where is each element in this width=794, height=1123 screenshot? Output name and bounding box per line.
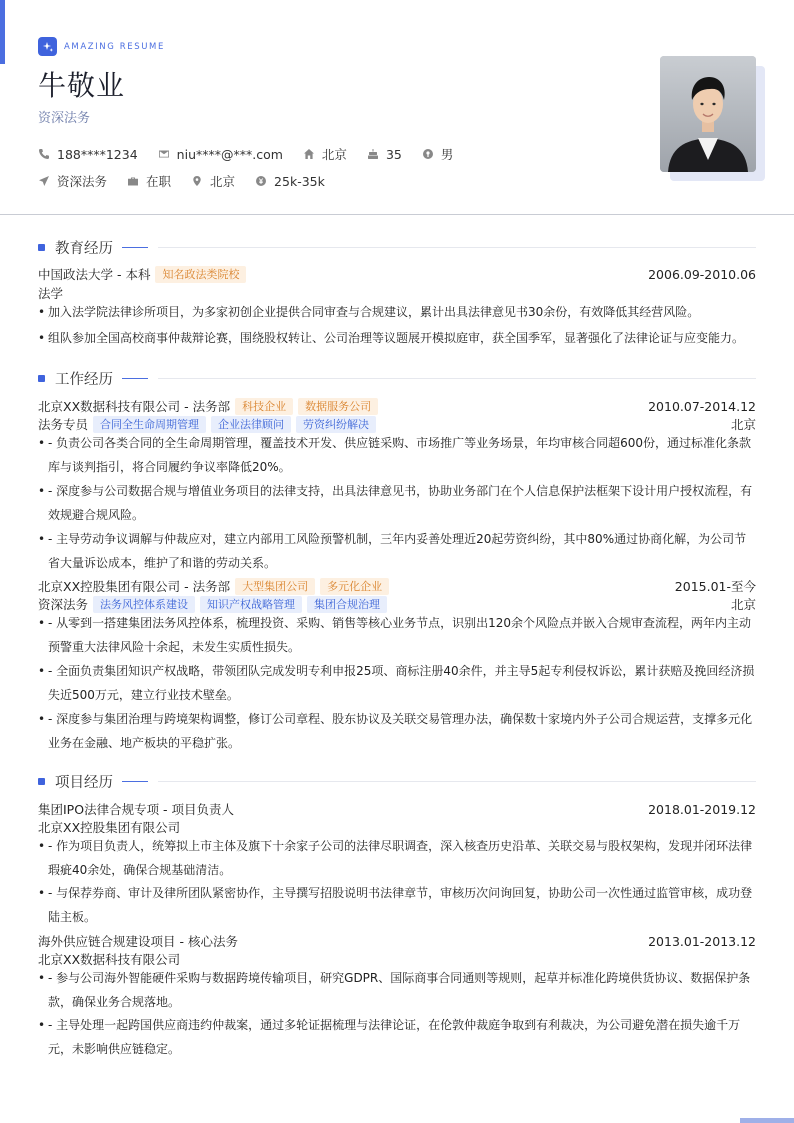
email-item — [158, 147, 283, 162]
gender-value: 男 — [440, 147, 454, 162]
section-education — [38, 239, 756, 255]
home-icon — [303, 148, 315, 160]
work-role-row — [38, 415, 756, 433]
section-rule-long — [158, 378, 756, 379]
education-dates: 2006.09-2010.06 — [648, 266, 756, 282]
section-work — [38, 370, 756, 386]
phone-item — [38, 147, 138, 162]
job-role: 法务专员 — [38, 417, 89, 432]
skill-tag: 合同全生命周期管理 — [93, 416, 206, 433]
list-item: • - 作为项目负责人，统筹拟上市主体及旗下十余家子公司的法律尽职调查，深入核查历史沿革、关联交易与股权架构，发现并闭环法律瑕疵40余处，确保合规基础清洁。 — [38, 835, 756, 882]
target-role-item — [38, 172, 107, 190]
skill-tag: 劳资纠纷解决 — [296, 416, 376, 433]
phone-value: 188****1234 — [57, 146, 138, 162]
list-item: • - 深度参与集团治理与跨境架构调整，修订公司章程、股东协议及关联交易管理办法，确保数十家境内外子公司合规运营，支撑多元化业务在金融、地产板块的平稳扩张。 — [38, 708, 756, 755]
list-item: • - 主导处理一起跨国供应商违约仲裁案，通过多轮证据梳理与法律论证，在伦敦仲裁庭争取到有利裁决，为公司避免潜在损失逾千万元，未影响供应链稳定。 — [38, 1014, 756, 1061]
skill-tag: 知识产权战略管理 — [200, 596, 302, 613]
company-tag: 大型集团公司 — [235, 578, 315, 595]
project-dates: 2018.01-2019.12 — [648, 801, 756, 817]
education-major-row — [38, 284, 756, 302]
brand — [38, 37, 165, 56]
list-item: • - 与保荐券商、审计及律所团队紧密协作，主导撰写招股说明书法律章节，审核历次问询回复，协助公司一次性通过监管审核，成功登陆主板。 — [38, 882, 756, 929]
section-marker — [38, 778, 45, 785]
profile-photo — [660, 56, 756, 172]
list-item: • - 主导劳动争议调解与仲裁应对，建立内部用工风险预警机制，三年内妥善处理近20起劳资纠纷，其中80%通过协商化解，为公司节省大量诉讼成本，维护了和谐的劳动关系。 — [38, 528, 756, 575]
footer-accent-bar — [740, 1118, 794, 1123]
project-company: 北京XX数据科技有限公司 — [38, 952, 181, 967]
target-city-value: 北京 — [210, 174, 236, 189]
age-item — [367, 147, 402, 162]
header-accent-bar — [0, 0, 5, 64]
section-rule — [122, 247, 148, 248]
company-tag: 科技企业 — [235, 398, 293, 415]
project-company-row — [38, 950, 756, 968]
major: 法学 — [38, 286, 64, 301]
project-name: 集团IPO法律合规专项 - 项目负责人 — [38, 802, 235, 817]
target-role-value: 资深法务 — [57, 174, 108, 189]
company-tag: 数据服务公司 — [298, 398, 378, 415]
contact-info-row — [38, 145, 473, 163]
section-title: 教育经历 — [55, 240, 113, 257]
phone-icon — [38, 148, 50, 160]
list-item: • - 参与公司海外智能硬件采购与数据跨境传输项目，研究GDPR、国际商事合同通则等规则，起草并标准化跨境供货协议、数据保护条款，确保业务合规落地。 — [38, 967, 756, 1014]
work-entry-header — [38, 577, 756, 595]
email-value: niu****@***.com — [176, 146, 283, 162]
company-tag: 多元化企业 — [320, 578, 389, 595]
list-item: • 组队参加全国高校商事仲裁辩论赛，围绕股权转让、公司治理等议题展开模拟庭审，获全国季军，显著强化了法律论证与应变能力。 — [38, 327, 756, 351]
briefcase-icon — [127, 175, 139, 187]
candidate-title: 资深法务 — [38, 111, 91, 126]
list-item: • 加入法学院法律诊所项目，为多家初创企业提供合同审查与合规建议，累计出具法律意见书30余份，有效降低其经营风险。 — [38, 301, 756, 325]
section-rule-long — [158, 247, 756, 248]
section-rule — [122, 781, 148, 782]
brand-label: AMAZING RESUME — [64, 41, 165, 52]
skill-tag: 企业法律顾问 — [211, 416, 291, 433]
list-item: • - 从零到一搭建集团法务风控体系，梳理投资、采购、销售等核心业务节点，识别出120余个风险点并嵌入合规审查流程，两年内主动预警重大法律风险十余起，未发生实质性损失。 — [38, 612, 756, 659]
school-name: 中国政法大学 - 本科 — [38, 267, 151, 282]
city-item — [303, 145, 347, 163]
work-dates: 2010.07-2014.12 — [648, 398, 756, 414]
section-title: 工作经历 — [55, 371, 113, 388]
section-marker — [38, 375, 45, 382]
project-name: 海外供应链合规建设项目 - 核心法务 — [38, 934, 238, 949]
section-title: 项目经历 — [55, 774, 113, 791]
status-item — [127, 172, 171, 190]
company-name: 北京XX控股集团有限公司 - 法务部 — [38, 579, 231, 594]
section-projects — [38, 773, 756, 789]
project-entry-header — [38, 800, 756, 818]
gender-icon — [422, 148, 434, 160]
header-divider — [0, 214, 794, 215]
company-name: 北京XX数据科技有限公司 - 法务部 — [38, 399, 231, 414]
skill-tag: 集团合规治理 — [307, 596, 387, 613]
project-dates: 2013.01-2013.12 — [648, 933, 756, 949]
job-intent-row — [38, 172, 345, 190]
gender-item — [422, 145, 454, 163]
education-entry-header — [38, 265, 756, 283]
project-company: 北京XX控股集团有限公司 — [38, 820, 181, 835]
skill-tag: 法务风控体系建设 — [93, 596, 195, 613]
section-rule — [122, 378, 148, 379]
sparkle-icon — [38, 37, 57, 56]
job-role: 资深法务 — [38, 597, 89, 612]
age-value: 35 — [385, 146, 402, 162]
project-entry-header — [38, 932, 756, 950]
work-location: 北京 — [730, 417, 756, 432]
location-pin-icon — [191, 175, 203, 187]
list-item: • - 深度参与公司数据合规与增值业务项目的法律支持，出具法律意见书，协助业务部门在个人信息保护法框架下设计用户授权流程，有效规避合规风险。 — [38, 480, 756, 527]
cake-icon — [367, 148, 379, 160]
work-role-row — [38, 595, 756, 613]
candidate-name: 牛敬业 — [38, 69, 126, 102]
city-value: 北京 — [321, 147, 347, 162]
section-marker — [38, 244, 45, 251]
target-city-item — [191, 172, 235, 190]
project-company-row — [38, 818, 756, 836]
salary-value: 25k-35k — [274, 173, 325, 189]
section-rule-long — [158, 781, 756, 782]
status-value: 在职 — [146, 174, 172, 189]
salary-item — [255, 174, 325, 189]
list-item: • - 全面负责集团知识产权战略，带领团队完成发明专利申报25项、商标注册40余件，并主导5起专利侵权诉讼，累计获赔及挽回经济损失近500万元，建立行业技术壁垒。 — [38, 660, 756, 707]
mail-icon — [158, 148, 170, 160]
money-icon — [255, 175, 267, 187]
list-item: • - 负责公司各类合同的全生命周期管理，覆盖技术开发、供应链采购、市场推广等业务场景，年均审核合同超600份，通过标准化条款库与谈判指引，将合同履约争议率降低20%。 — [38, 432, 756, 479]
work-entry-header — [38, 397, 756, 415]
work-location: 北京 — [730, 597, 756, 612]
school-tag: 知名政法类院校 — [155, 266, 246, 283]
work-dates: 2015.01-至今 — [674, 579, 756, 594]
send-icon — [38, 175, 50, 187]
